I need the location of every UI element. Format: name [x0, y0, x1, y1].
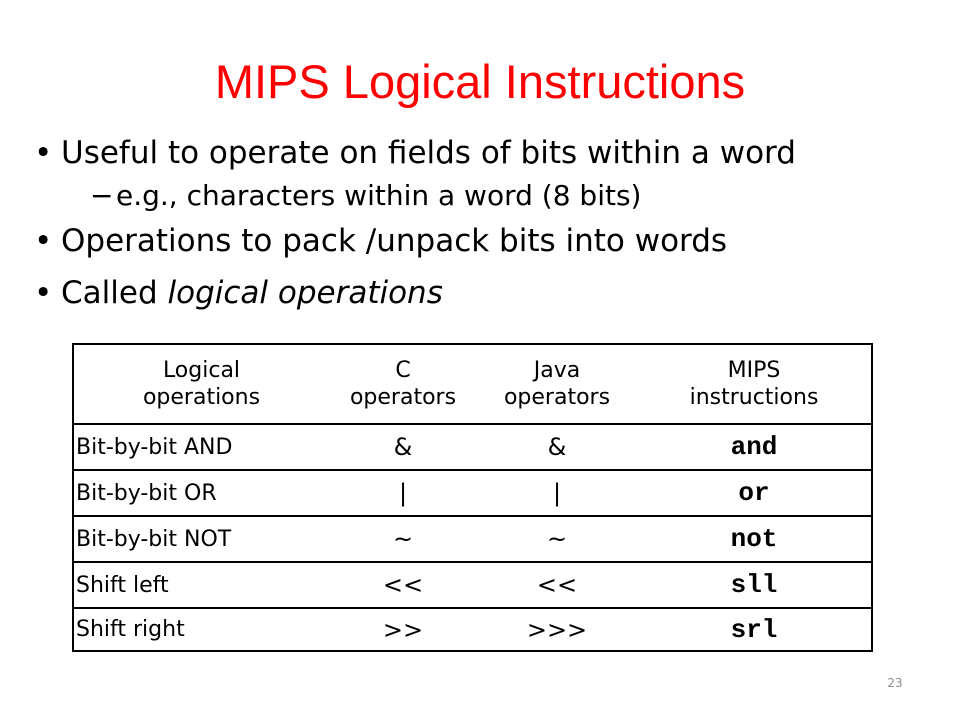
header-line: MIPS	[727, 358, 781, 383]
cell-java-operator: >>>	[526, 615, 588, 644]
header-line: operators	[349, 385, 457, 410]
cell-c-operator: >>	[382, 615, 424, 644]
cell-c-operator: <<	[382, 571, 424, 599]
logical-operations-table	[72, 343, 873, 652]
header-line: operators	[503, 385, 611, 410]
sub-bullet-text: e.g., characters within a word (8 bits)	[116, 179, 642, 212]
cell-c-operator: &	[393, 433, 413, 461]
bullet-item	[34, 134, 934, 172]
header-logical-operations	[74, 345, 329, 423]
table-row	[74, 561, 871, 607]
header-line: instructions	[689, 385, 819, 410]
cell-java-operator: |	[552, 479, 562, 507]
table-row	[74, 607, 871, 650]
cell-mips-instruction: sll	[730, 570, 778, 600]
header-mips-instructions	[637, 345, 871, 423]
cell-c-operator: |	[398, 479, 408, 507]
bullet-text: Useful to operate on fields of bits within a word	[61, 135, 796, 171]
table-row	[74, 469, 871, 515]
cell-operation: Shift left	[76, 572, 169, 598]
header-line: operations	[142, 385, 261, 410]
cell-java-operator: ~	[546, 525, 568, 553]
cell-c-operator: ~	[392, 525, 414, 553]
bullet-dot-icon: •	[34, 135, 53, 171]
sub-bullet-item	[34, 178, 934, 214]
bullet-item	[34, 274, 934, 312]
bullet-dot-icon: •	[34, 275, 53, 311]
bullet-list	[34, 134, 934, 326]
cell-mips-instruction: and	[730, 432, 778, 462]
table-row	[74, 515, 871, 561]
bullet-item	[34, 222, 934, 260]
cell-mips-instruction: srl	[730, 614, 778, 645]
header-line: Logical	[162, 358, 241, 383]
cell-java-operator: <<	[536, 571, 578, 599]
page-number: 23	[887, 676, 903, 690]
bullet-text: Operations to pack /unpack bits into words	[61, 223, 728, 259]
table-header-row	[74, 345, 871, 423]
cell-mips-instruction: or	[738, 478, 770, 508]
table-row	[74, 423, 871, 469]
sub-bullet-dash-icon: −	[90, 179, 114, 212]
header-line: C	[395, 358, 411, 383]
cell-mips-instruction: not	[730, 524, 778, 554]
bullet-text-italic: logical operations	[167, 275, 443, 311]
cell-operation: Shift right	[76, 617, 185, 642]
cell-operation: Bit-by-bit NOT	[76, 526, 232, 552]
header-c-operators	[329, 345, 477, 423]
bullet-dot-icon: •	[34, 223, 53, 259]
header-java-operators	[477, 345, 637, 423]
header-line: Java	[533, 358, 581, 383]
cell-java-operator: &	[547, 433, 567, 461]
cell-operation: Bit-by-bit OR	[76, 480, 217, 506]
bullet-text-plain: Called	[61, 275, 168, 311]
slide-title: MIPS Logical Instructions	[214, 55, 746, 108]
cell-operation: Bit-by-bit AND	[76, 434, 233, 460]
